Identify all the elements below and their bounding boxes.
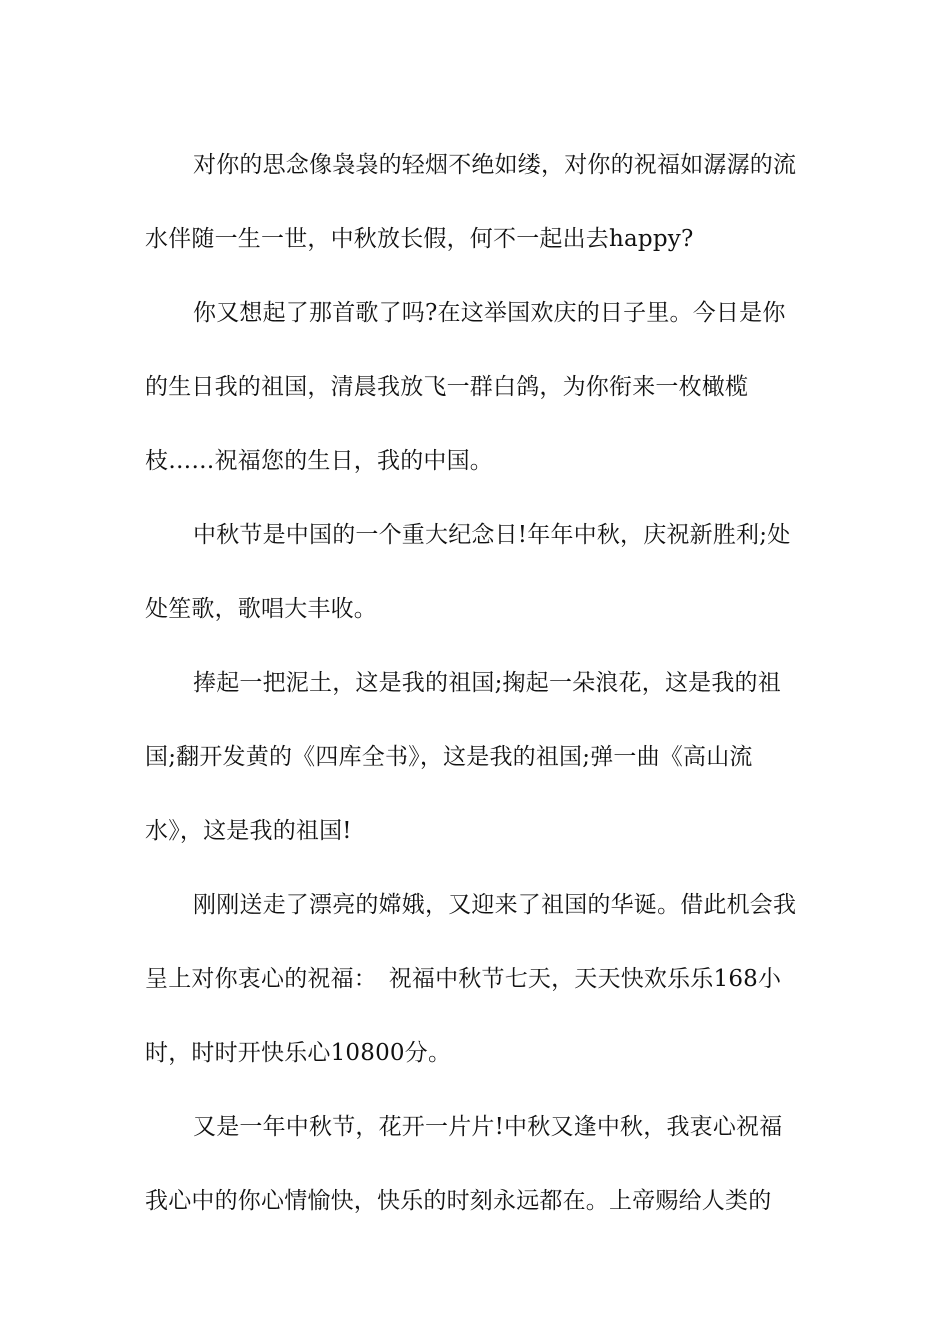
paragraph-2: 你又想起了那首歌了吗?在这举国欢庆的日子里。今日是你的生日我的祖国，清晨我放飞一群白鸽，为你衔来一枚橄榄枝……祝福您的生日，我的中国。 <box>145 300 786 474</box>
paragraph-1: 对你的思念像袅袅的轻烟不绝如缕，对你的祝福如潺潺的流水伴随一生一世，中秋放长假，何不一起出去happy? <box>145 152 797 252</box>
paragraph-6: 又是一年中秋节，花开一片片!中秋又逢中秋，我衷心祝福我心中的你心情愉快，快乐的时刻永远都在。上帝赐给人类的 <box>145 1114 783 1214</box>
document-body <box>145 128 805 1238</box>
paragraph-3: 中秋节是中国的一个重大纪念日!年年中秋，庆祝新胜利;处处笙歌，歌唱大丰收。 <box>145 522 791 622</box>
paragraph-5: 刚刚送走了漂亮的嫦娥，又迎来了祖国的华诞。借此机会我呈上对你衷心的祝福： 祝福中秋节七天，天天快欢乐乐168小时，时时开快乐心10800分。 <box>145 892 797 1066</box>
paragraph-4: 捧起一把泥土，这是我的祖国;掬起一朵浪花，这是我的祖国;翻开发黄的《四库全书》，这是我的祖国;弹一曲《高山流水》，这是我的祖国! <box>145 670 781 844</box>
